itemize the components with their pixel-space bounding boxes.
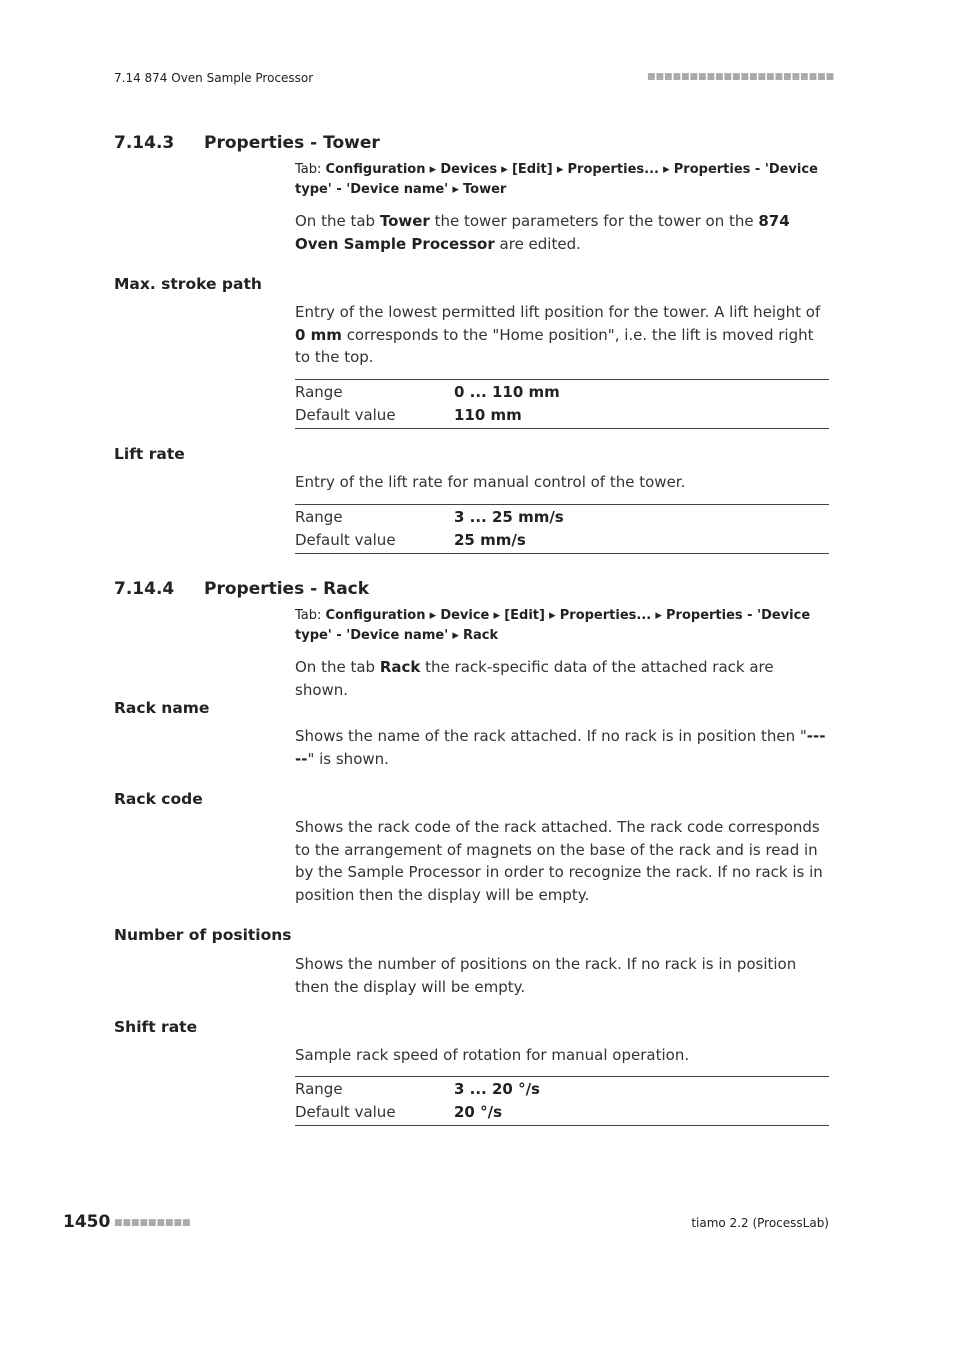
arrow-right-icon: ▸	[556, 162, 564, 177]
arrow-right-icon: ▸	[429, 608, 437, 623]
section-intro: On the tab Tower the tower parameters for the tower on the 874 Oven Sample Processor are edited.	[295, 212, 790, 253]
param-table	[295, 379, 829, 429]
section-number: 7.14.4	[114, 579, 175, 599]
tab-prefix: Tab:	[295, 608, 322, 623]
arrow-right-icon: ▸	[501, 162, 508, 177]
param-name: Rack code	[114, 790, 203, 808]
param-name: Max. stroke path	[114, 275, 262, 293]
range-row: Range 0 ... 110 mm	[295, 383, 560, 401]
header-dots: ■■■■■■■■■■■■■■■■■■■■■■	[647, 72, 835, 82]
param-description: Sample rack speed of rotation for manual operation.	[295, 1046, 690, 1064]
range-row: Range 3 ... 20 °/s	[295, 1080, 540, 1098]
arrow-right-icon: ▸	[429, 162, 437, 177]
default-row: Default value 20 °/s	[295, 1102, 503, 1121]
tab-path	[295, 606, 829, 646]
path-item: Configuration	[325, 162, 426, 177]
default-row: Default value 25 mm/s	[295, 530, 526, 549]
tab-path	[295, 160, 829, 200]
path-item: Properties - 'Device type' - 'Device name'	[295, 608, 811, 643]
param-description: Entry of the lowest permitted lift position for the tower. A lift height of 0 mm corresponds to the "Home position", i.e. the lift is moved right to the top.	[295, 303, 821, 366]
arrow-right-icon: ▸	[549, 608, 556, 623]
arrow-right-icon: ▸	[493, 608, 501, 623]
arrow-right-icon: ▸	[663, 162, 670, 177]
path-item: [Edit]	[511, 162, 553, 177]
path-item: Properties...	[567, 162, 659, 177]
param-name: Shift rate	[114, 1018, 198, 1036]
running-header-section: 7.14 874 Oven Sample Processor	[114, 71, 314, 85]
param-name: Number of positions	[114, 926, 292, 944]
arrow-right-icon: ▸	[452, 628, 459, 643]
section-title: Properties - Tower	[204, 133, 380, 153]
param-table	[295, 504, 829, 554]
path-item: Properties - 'Device type' - 'Device name'	[295, 162, 818, 197]
page-number: 1450	[63, 1212, 111, 1232]
product-name: tiamo 2.2 (ProcessLab)	[691, 1216, 829, 1230]
section-intro: On the tab Rack the rack-specific data of the attached rack are shown.	[295, 658, 774, 699]
param-name: Lift rate	[114, 445, 185, 463]
param-description: Shows the name of the rack attached. If no rack is in position then "-----" is shown.	[295, 727, 826, 768]
arrow-right-icon: ▸	[452, 182, 459, 197]
default-row: Default value 110 mm	[295, 405, 522, 424]
path-item: Tower	[463, 182, 507, 197]
param-description: Shows the rack code of the rack attached. The rack code corresponds to the arrangement of magnets on the base of the rack and is read in by the Sample Processor in order to recognize the rack. If no rack is in position then the display will be empty.	[295, 818, 823, 904]
tab-prefix: Tab:	[295, 162, 322, 177]
param-description: Entry of the lift rate for manual control of the tower.	[295, 473, 686, 491]
path-item: Properties...	[559, 608, 652, 623]
path-item: Devices	[440, 162, 498, 177]
param-name: Rack name	[114, 699, 210, 717]
path-item: [Edit]	[504, 608, 545, 623]
range-row: Range 3 ... 25 mm/s	[295, 508, 564, 526]
section-title: Properties - Rack	[204, 579, 370, 599]
path-item: Configuration	[325, 608, 426, 623]
path-item: Device	[440, 608, 490, 623]
path-item: Rack	[463, 628, 499, 643]
section-number: 7.14.3	[114, 133, 175, 153]
arrow-right-icon: ▸	[655, 608, 662, 623]
param-description: Shows the number of positions on the rack. If no rack is in position then the display will be empty.	[295, 955, 797, 996]
param-table	[295, 1076, 829, 1126]
footer-dots: ■■■■■■■■■	[114, 1218, 191, 1228]
